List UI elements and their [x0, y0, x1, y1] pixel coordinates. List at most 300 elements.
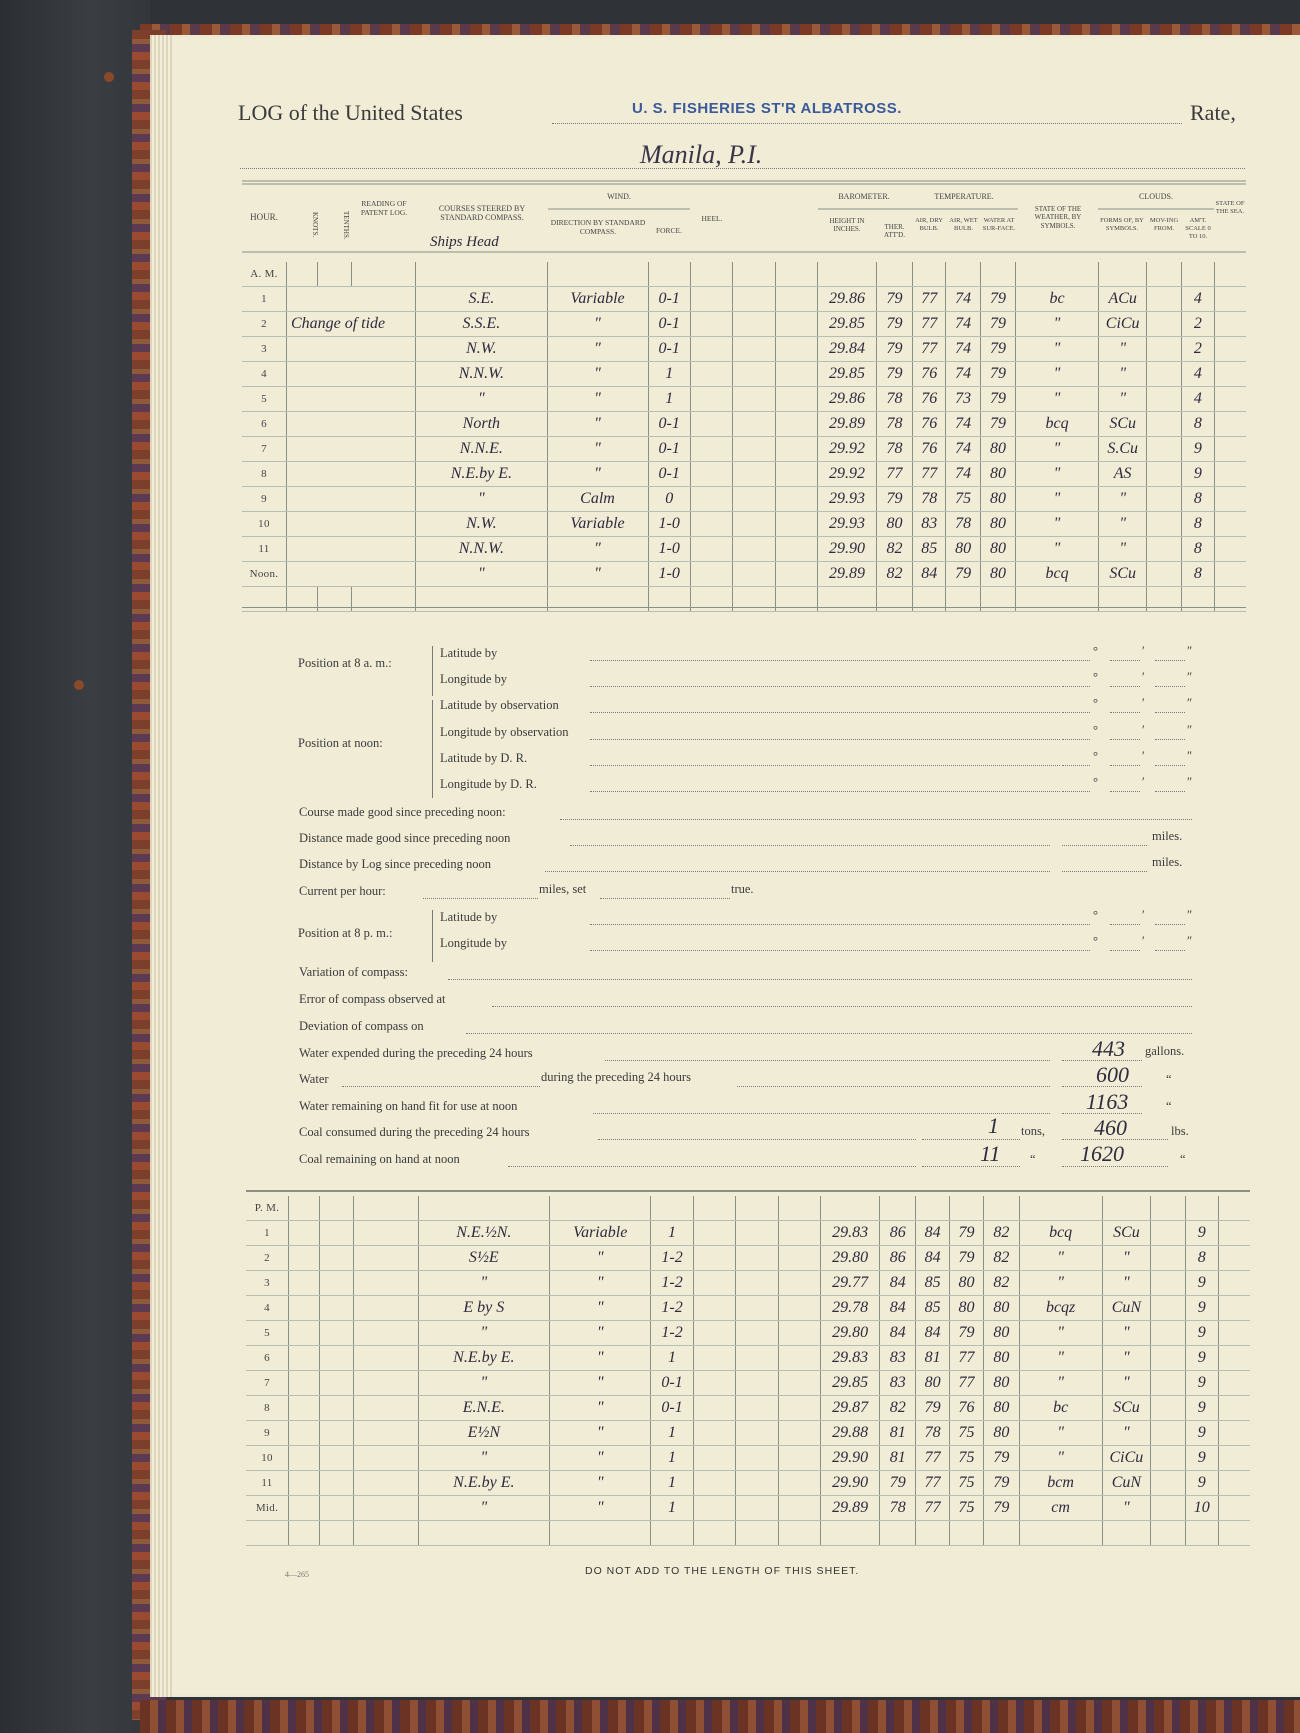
ther-att-cell: 83	[879, 1346, 915, 1371]
course-cell: N.E.½N.	[418, 1221, 550, 1246]
ther-att-cell: 79	[879, 1471, 915, 1496]
air-wet-cell: 78	[946, 512, 980, 537]
minute-mark: ′	[1142, 644, 1145, 658]
air-dry-cell: 79	[916, 1396, 949, 1421]
water-temp-cell: 80	[984, 1346, 1019, 1371]
water-remaining-label: Water remaining on hand fit for use at noon	[299, 1099, 518, 1113]
cloud-forms-cell: SCu	[1098, 562, 1146, 587]
air-wet-cell: 74	[946, 437, 980, 462]
hour-cell: Noon.	[242, 562, 286, 587]
variation-label: Variation of compass:	[299, 965, 409, 979]
air-wet-cell: 77	[949, 1371, 983, 1396]
am-label: A. M.	[242, 262, 286, 287]
cloud-forms-cell: SCu	[1098, 412, 1146, 437]
weather-cell: "	[1019, 1271, 1102, 1296]
ther-att-cell: 81	[879, 1421, 915, 1446]
col-wind-direction-header: DIRECTION BY STANDARD COMPASS.	[550, 218, 646, 236]
water-temp-cell: 80	[984, 1371, 1019, 1396]
water-temp-cell: 80	[984, 1421, 1019, 1446]
course-cell: N.E.by E.	[418, 1471, 550, 1496]
weather-cell: "	[1016, 362, 1099, 387]
air-dry-cell: 85	[916, 1271, 949, 1296]
weather-cell: bc	[1016, 287, 1099, 312]
log-row	[242, 312, 1246, 337]
course-cell: "	[418, 1321, 550, 1346]
air-wet-cell: 73	[946, 387, 980, 412]
water-temp-cell: 80	[984, 1296, 1019, 1321]
latitude-observation-label: Latitude by observation	[440, 698, 559, 712]
course-cell: S.S.E.	[416, 312, 547, 337]
air-dry-cell: 76	[913, 387, 946, 412]
true-label: true.	[731, 882, 754, 896]
weather-cell: bcq	[1016, 562, 1099, 587]
hour-cell: 3	[242, 337, 286, 362]
coal-consumed-lbs-value: 460	[1094, 1115, 1127, 1140]
wind-direction-cell: "	[550, 1346, 651, 1371]
air-wet-cell: 79	[949, 1246, 983, 1271]
water-during-label: during the preceding 24 hours	[541, 1070, 691, 1084]
ther-att-cell: 84	[879, 1271, 915, 1296]
cloud-amount-cell: 9	[1185, 1296, 1218, 1321]
wind-direction-cell: "	[547, 462, 648, 487]
course-cell: "	[416, 562, 547, 587]
weather-cell: "	[1016, 437, 1099, 462]
air-wet-cell: 74	[946, 362, 980, 387]
log-row	[242, 562, 1246, 587]
water-remaining-value: 1163	[1086, 1089, 1129, 1114]
wind-direction-cell: "	[547, 337, 648, 362]
barometer-cell: 29.90	[821, 1471, 880, 1496]
log-row	[246, 1321, 1250, 1346]
log-row	[246, 1221, 1250, 1246]
weather-cell: cm	[1019, 1496, 1102, 1521]
hour-cell: 3	[246, 1271, 289, 1296]
cloud-forms-cell: "	[1098, 512, 1146, 537]
rate-label: Rate,	[1190, 100, 1236, 125]
hour-cell: 10	[242, 512, 286, 537]
air-dry-cell: 76	[913, 437, 946, 462]
minute-mark: ′	[1142, 749, 1145, 763]
air-dry-cell: 85	[913, 537, 946, 562]
hour-cell: 10	[246, 1446, 289, 1471]
ther-att-cell: 82	[876, 562, 912, 587]
barometer-cell: 29.89	[818, 412, 877, 437]
miles-unit: miles.	[1152, 855, 1183, 869]
weather-cell: "	[1019, 1246, 1102, 1271]
cloud-forms-cell: CiCu	[1102, 1446, 1151, 1471]
cloud-forms-cell: "	[1102, 1246, 1151, 1271]
barometer-cell: 29.85	[818, 312, 877, 337]
water-temp-cell: 80	[980, 462, 1015, 487]
air-dry-cell: 84	[916, 1221, 949, 1246]
brace	[432, 646, 437, 696]
col-courses-header: COURSES STEERED BY STANDARD COMPASS.	[438, 204, 526, 223]
air-wet-cell: 80	[949, 1296, 983, 1321]
air-wet-cell: 75	[949, 1421, 983, 1446]
course-cell: S.E.	[416, 287, 547, 312]
wind-direction-cell: "	[550, 1271, 651, 1296]
water-temp-cell: 80	[980, 512, 1015, 537]
water-expended-label: Water expended during the preceding 24 hours	[299, 1046, 533, 1060]
form-code: 4—265	[285, 1570, 309, 1579]
coal-remaining-label: Coal remaining on hand at noon	[299, 1152, 460, 1166]
cloud-amount-cell: 4	[1181, 387, 1214, 412]
remarks-cell	[286, 462, 415, 487]
wind-direction-cell: "	[550, 1371, 651, 1396]
latitude-8pm-label: Latitude by	[440, 910, 498, 924]
air-wet-cell: 80	[949, 1271, 983, 1296]
course-cell: N.N.E.	[416, 437, 547, 462]
air-wet-cell: 76	[949, 1396, 983, 1421]
hour-cell: 2	[246, 1246, 289, 1271]
am-log-table	[242, 262, 1246, 612]
cloud-amount-cell: 8	[1181, 537, 1214, 562]
latitude-dr-label: Latitude by D. R.	[440, 751, 528, 765]
footer-notice: DO NOT ADD TO THE LENGTH OF THIS SHEET.	[585, 1565, 860, 1577]
ther-att-cell: 79	[876, 337, 912, 362]
wind-direction-cell: "	[550, 1321, 651, 1346]
wind-direction-cell: "	[550, 1471, 651, 1496]
degree-mark: °	[1093, 670, 1098, 684]
wind-force-cell: 1	[648, 362, 690, 387]
wind-direction-cell: "	[547, 437, 648, 462]
barometer-cell: 29.84	[818, 337, 877, 362]
hour-cell: 9	[242, 487, 286, 512]
miles-set-label: miles, set	[539, 882, 587, 896]
wind-force-cell: 1-2	[651, 1271, 694, 1296]
wind-direction-cell: "	[550, 1446, 651, 1471]
second-mark: ″	[1187, 696, 1193, 710]
air-wet-cell: 75	[949, 1496, 983, 1521]
air-wet-cell: 79	[946, 562, 980, 587]
wind-force-cell: 1	[651, 1471, 694, 1496]
ther-att-cell: 84	[879, 1296, 915, 1321]
log-row	[242, 487, 1246, 512]
longitude-observation-label: Longitude by observation	[440, 725, 569, 739]
col-patent-log-header: READING OF PATENT LOG.	[360, 199, 408, 217]
barometer-cell: 29.93	[818, 487, 877, 512]
water-made-value: 600	[1096, 1062, 1129, 1087]
cloud-amount-cell: 9	[1185, 1421, 1218, 1446]
hour-cell: 9	[246, 1421, 289, 1446]
hour-cell: Mid.	[246, 1496, 289, 1521]
ther-att-cell: 86	[879, 1246, 915, 1271]
degree-mark: °	[1093, 775, 1098, 789]
air-wet-cell: 77	[949, 1346, 983, 1371]
latitude-8am-label: Latitude by	[440, 646, 498, 660]
pm-log-table	[246, 1196, 1250, 1546]
barometer-cell: 29.88	[821, 1421, 880, 1446]
weather-cell: "	[1016, 512, 1099, 537]
cloud-forms-cell: S.Cu	[1098, 437, 1146, 462]
minute-mark: ′	[1142, 934, 1145, 948]
wind-force-cell: 0	[648, 487, 690, 512]
ther-att-cell: 79	[876, 362, 912, 387]
water-temp-cell: 80	[980, 487, 1015, 512]
barometer-cell: 29.89	[818, 562, 877, 587]
barometer-cell: 29.90	[818, 537, 877, 562]
course-cell: "	[416, 487, 547, 512]
cloud-amount-cell: 8	[1181, 412, 1214, 437]
wind-direction-cell: "	[550, 1421, 651, 1446]
wind-force-cell: 0-1	[651, 1396, 694, 1421]
vessel-stamp: U. S. FISHERIES ST'R ALBATROSS.	[632, 100, 902, 117]
course-cell: North	[416, 412, 547, 437]
col-force-header: FORCE.	[655, 226, 683, 235]
log-row	[246, 1296, 1250, 1321]
degree-mark: °	[1093, 696, 1098, 710]
weather-cell: "	[1019, 1421, 1102, 1446]
hour-cell: 11	[242, 537, 286, 562]
wind-force-cell: 1	[651, 1446, 694, 1471]
remarks-cell	[286, 537, 415, 562]
remarks-cell: Change of tide	[286, 312, 415, 337]
cloud-amount-cell: 9	[1181, 437, 1214, 462]
air-wet-cell: 79	[949, 1321, 983, 1346]
weather-cell: "	[1016, 312, 1099, 337]
brace	[432, 700, 437, 798]
wind-force-cell: 1-2	[651, 1296, 694, 1321]
air-dry-cell: 81	[916, 1346, 949, 1371]
cloud-forms-cell: ACu	[1098, 287, 1146, 312]
course-cell: "	[418, 1371, 550, 1396]
water-temp-cell: 82	[984, 1246, 1019, 1271]
weather-cell: "	[1016, 537, 1099, 562]
wind-force-cell: 1	[651, 1421, 694, 1446]
air-dry-cell: 77	[916, 1496, 949, 1521]
ditto-mark: “	[1166, 1099, 1172, 1113]
course-cell: N.E.by E.	[416, 462, 547, 487]
water-temp-cell: 80	[980, 562, 1015, 587]
cloud-amount-cell: 8	[1185, 1246, 1218, 1271]
water-temp-cell: 80	[980, 537, 1015, 562]
hour-cell: 6	[242, 412, 286, 437]
minute-mark: ′	[1142, 723, 1145, 737]
barometer-cell: 29.77	[821, 1271, 880, 1296]
cloud-amount-cell: 9	[1185, 1221, 1218, 1246]
col-hour-header: HOUR.	[250, 212, 278, 222]
cloud-forms-cell: "	[1102, 1421, 1151, 1446]
remarks-cell	[286, 512, 415, 537]
wind-direction-cell: Variable	[547, 287, 648, 312]
barometer-cell: 29.83	[821, 1346, 880, 1371]
water-temp-cell: 79	[984, 1471, 1019, 1496]
log-row	[242, 437, 1246, 462]
miles-unit: miles.	[1152, 829, 1183, 843]
cloud-amount-cell: 2	[1181, 312, 1214, 337]
cloud-forms-cell: SCu	[1102, 1396, 1151, 1421]
weather-cell: "	[1016, 487, 1099, 512]
course-cell: N.W.	[416, 337, 547, 362]
weather-cell: "	[1019, 1371, 1102, 1396]
remarks-cell	[286, 487, 415, 512]
ditto-mark: “	[1180, 1152, 1186, 1166]
minute-mark: ′	[1142, 908, 1145, 922]
cloud-forms-cell: "	[1098, 387, 1146, 412]
wind-force-cell: 0-1	[648, 287, 690, 312]
second-mark: ″	[1187, 723, 1193, 737]
water-temp-cell: 79	[980, 337, 1015, 362]
ther-att-cell: 78	[879, 1496, 915, 1521]
log-row	[242, 362, 1246, 387]
log-row	[246, 1446, 1250, 1471]
distance-made-good-label: Distance made good since preceding noon	[299, 831, 511, 845]
ditto-mark: “	[1166, 1072, 1172, 1086]
second-mark: ″	[1187, 644, 1193, 658]
air-dry-cell: 78	[913, 487, 946, 512]
cloud-forms-cell: "	[1098, 487, 1146, 512]
cloud-forms-cell: CuN	[1102, 1296, 1151, 1321]
cloud-forms-cell: "	[1102, 1271, 1151, 1296]
weather-cell: "	[1016, 337, 1099, 362]
wind-direction-cell: "	[547, 387, 648, 412]
course-cell: "	[418, 1496, 550, 1521]
air-wet-cell: 75	[949, 1471, 983, 1496]
air-dry-cell: 76	[913, 362, 946, 387]
water-temp-cell: 79	[980, 287, 1015, 312]
barometer-cell: 29.80	[821, 1321, 880, 1346]
brace	[432, 910, 437, 962]
air-wet-cell: 74	[946, 412, 980, 437]
degree-mark: °	[1093, 644, 1098, 658]
col-cloud-amount-header: AM'T. SCALE 0 TO 10.	[1185, 217, 1211, 240]
log-row	[246, 1271, 1250, 1296]
wind-direction-cell: "	[547, 362, 648, 387]
second-mark: ″	[1187, 775, 1193, 789]
lbs-unit: lbs.	[1171, 1124, 1189, 1138]
col-cloud-forms-header: FORMS OF, BY SYMBOLS.	[1100, 217, 1144, 232]
air-dry-cell: 80	[916, 1371, 949, 1396]
clouds-group-header: CLOUDS.	[1138, 192, 1173, 201]
col-water-surface-header: WATER AT SUR-FACE.	[982, 217, 1016, 232]
wind-group-header: WIND.	[607, 192, 631, 201]
water-temp-cell: 79	[984, 1446, 1019, 1471]
col-air-wet-header: AIR, WET BULB.	[949, 217, 978, 232]
barometer-cell: 29.92	[818, 437, 877, 462]
weather-cell: bc	[1019, 1396, 1102, 1421]
cloud-amount-cell: 8	[1181, 562, 1214, 587]
log-row	[242, 512, 1246, 537]
col-cloud-moving-header: MOV-ING FROM.	[1149, 217, 1179, 232]
barometer-group-header: BAROMETER.	[838, 192, 890, 201]
cloud-forms-cell: "	[1102, 1371, 1151, 1396]
hour-cell: 11	[246, 1471, 289, 1496]
wind-force-cell: 1-2	[651, 1246, 694, 1271]
minute-mark: ′	[1142, 670, 1145, 684]
log-row	[246, 1346, 1250, 1371]
cloud-amount-cell: 4	[1181, 287, 1214, 312]
wind-force-cell: 1	[651, 1346, 694, 1371]
hour-cell: 7	[246, 1371, 289, 1396]
wind-direction-cell: Variable	[550, 1221, 651, 1246]
log-row	[246, 1496, 1250, 1521]
wind-force-cell: 0-1	[648, 312, 690, 337]
cloud-forms-cell: CuN	[1102, 1471, 1151, 1496]
log-row	[246, 1396, 1250, 1421]
air-wet-cell: 75	[946, 487, 980, 512]
minute-mark: ′	[1142, 696, 1145, 710]
ther-att-cell: 79	[876, 487, 912, 512]
cloud-forms-cell: "	[1102, 1496, 1151, 1521]
ther-att-cell: 78	[876, 387, 912, 412]
air-dry-cell: 78	[916, 1421, 949, 1446]
barometer-cell: 29.92	[818, 462, 877, 487]
air-wet-cell: 74	[946, 312, 980, 337]
col-baro-height-header: HEIGHT IN INCHES.	[829, 217, 865, 234]
wind-force-cell: 0-1	[648, 437, 690, 462]
wind-direction-cell: "	[550, 1246, 651, 1271]
position-noon-label: Position at noon:	[298, 736, 383, 750]
tons-unit: tons,	[1021, 1124, 1045, 1138]
coal-remaining-tons-value: 11	[980, 1141, 1001, 1166]
water-temp-cell: 79	[980, 412, 1015, 437]
ther-att-cell: 79	[876, 312, 912, 337]
wind-force-cell: 1	[651, 1221, 694, 1246]
col-tenths-header: TENTHS.	[342, 210, 350, 240]
second-mark: ″	[1187, 749, 1193, 763]
course-cell: E½N	[418, 1421, 550, 1446]
remarks-cell	[286, 412, 415, 437]
barometer-cell: 29.86	[818, 287, 877, 312]
water-temp-cell: 80	[984, 1321, 1019, 1346]
cloud-forms-cell: AS	[1098, 462, 1146, 487]
coal-consumed-label: Coal consumed during the preceding 24 hours	[299, 1125, 530, 1139]
barometer-cell: 29.86	[818, 387, 877, 412]
wind-force-cell: 0-1	[651, 1371, 694, 1396]
wind-force-cell: 1-0	[648, 562, 690, 587]
log-row	[242, 287, 1246, 312]
weather-cell: "	[1019, 1346, 1102, 1371]
barometer-cell: 29.89	[821, 1496, 880, 1521]
col-heel-header: HEEL.	[701, 214, 723, 223]
degree-mark: °	[1093, 723, 1098, 737]
weather-cell: bcqz	[1019, 1296, 1102, 1321]
place-handwritten: Manila, P.I.	[640, 140, 763, 169]
hour-cell: 1	[246, 1221, 289, 1246]
coal-remaining-lbs-value: 1620	[1080, 1141, 1124, 1166]
log-row	[246, 1421, 1250, 1446]
longitude-8am-label: Longitude by	[440, 672, 508, 686]
air-dry-cell: 77	[913, 462, 946, 487]
air-dry-cell: 76	[913, 412, 946, 437]
weather-cell: bcm	[1019, 1471, 1102, 1496]
weather-cell: "	[1016, 462, 1099, 487]
barometer-cell: 29.93	[818, 512, 877, 537]
ther-att-cell: 83	[879, 1371, 915, 1396]
col-weather-header: STATE OF THE WEATHER, BY SYMBOLS.	[1034, 205, 1082, 230]
hour-cell: 4	[242, 362, 286, 387]
hour-cell: 8	[246, 1396, 289, 1421]
water-expended-value: 443	[1092, 1036, 1125, 1061]
hour-cell: 2	[242, 312, 286, 337]
course-cell: N.E.by E.	[418, 1346, 550, 1371]
log-row	[246, 1371, 1250, 1396]
weather-cell: "	[1019, 1446, 1102, 1471]
remarks-cell	[286, 437, 415, 462]
course-cell: N.N.W.	[416, 362, 547, 387]
course-cell: N.W.	[416, 512, 547, 537]
cloud-forms-cell: "	[1102, 1346, 1151, 1371]
deviation-label: Deviation of compass on	[299, 1019, 424, 1033]
log-row	[242, 337, 1246, 362]
water-temp-cell: 79	[980, 362, 1015, 387]
ther-att-cell: 78	[876, 437, 912, 462]
cloud-amount-cell: 9	[1181, 462, 1214, 487]
cloud-amount-cell: 4	[1181, 362, 1214, 387]
col-air-dry-header: AIR, DRY BULB.	[915, 217, 943, 232]
wind-force-cell: 1	[648, 387, 690, 412]
hour-cell: 1	[242, 287, 286, 312]
